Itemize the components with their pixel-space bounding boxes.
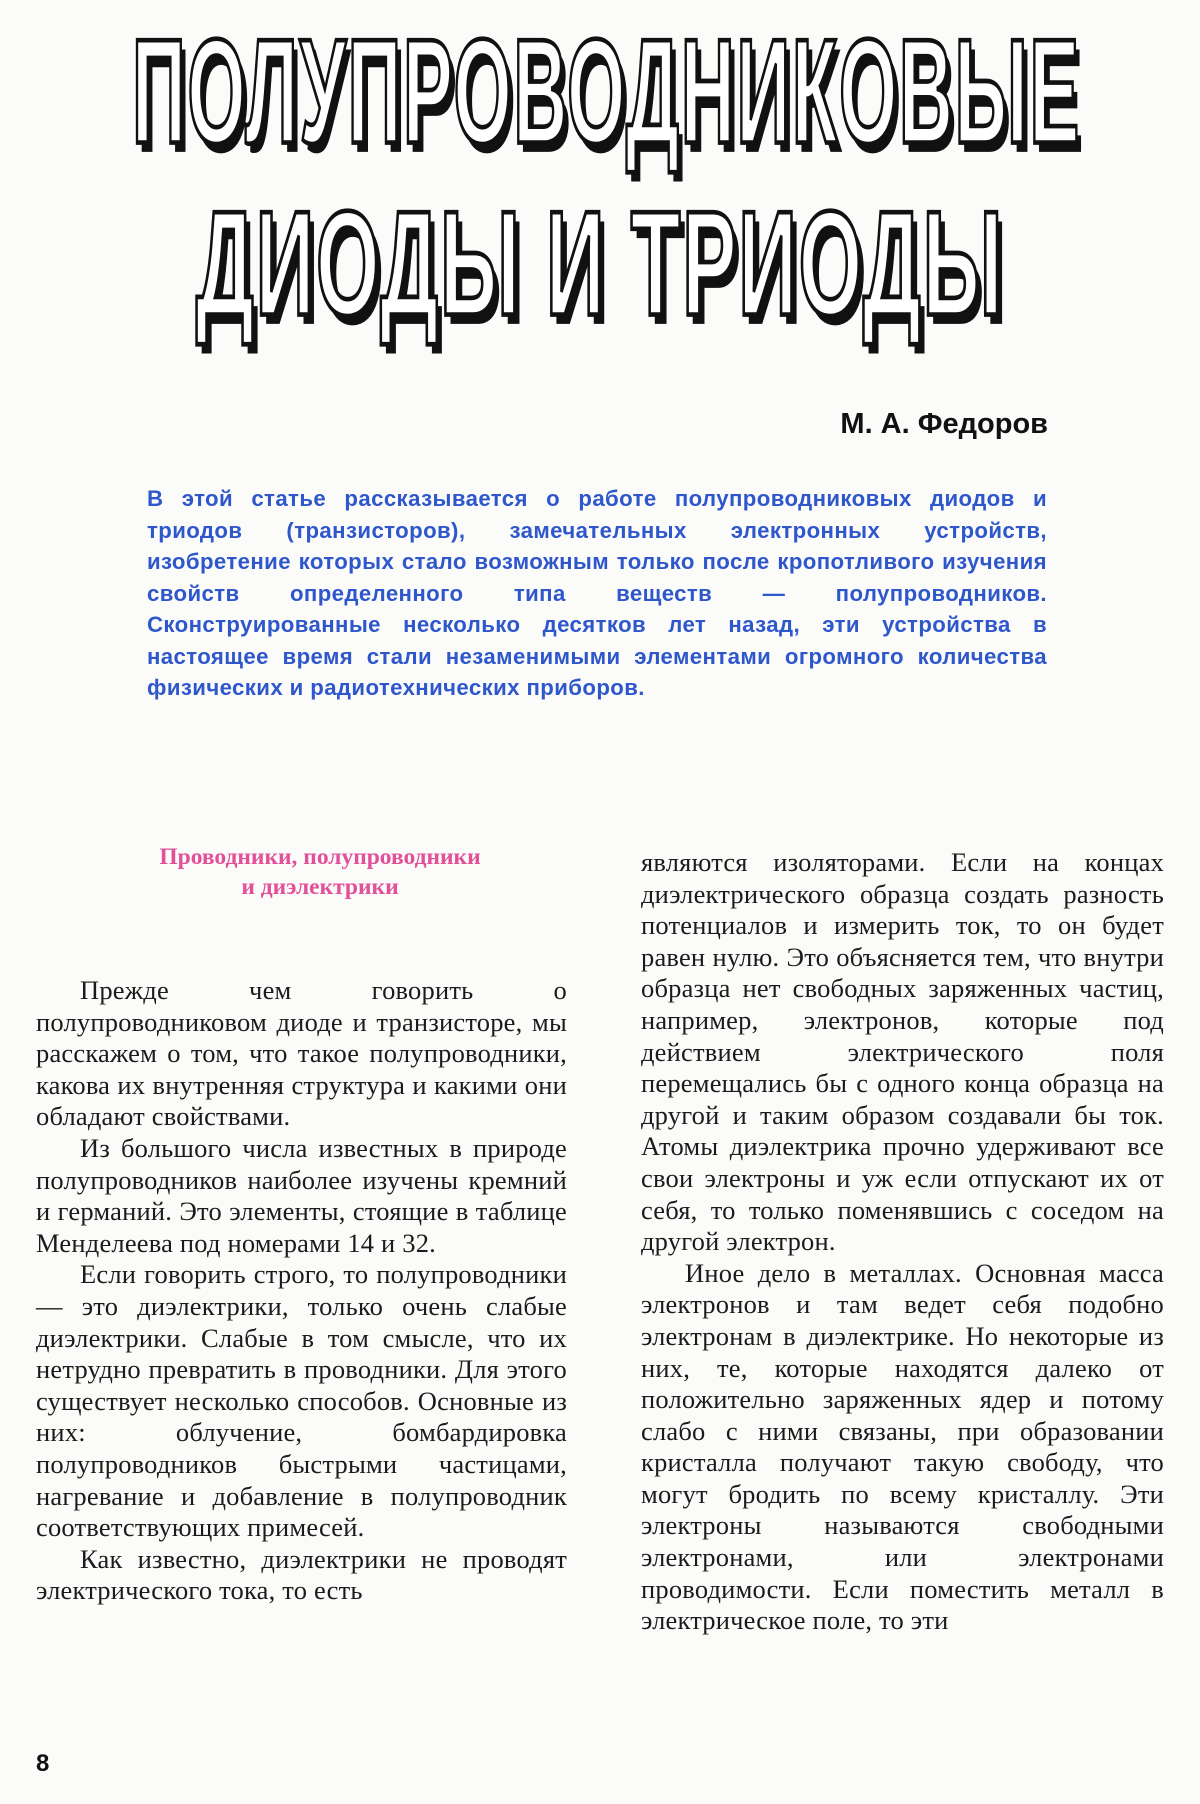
paragraph: Прежде чем говорить о полупроводниковом диоде и транзисторе, мы расскажем о том, что такое полупроводники, какова их внутренняя структура и какими они обладают свойствами. [36,975,567,1132]
paragraph: являются изоляторами. Если на концах диэлектрического образца создать разность потенциалов и измерить ток, то он будет равен нулю. Это объясняется тем, что внутри образца нет свободных заряженных частиц, например, электронов, которые под действием электрического поля перемещались бы с одного конца образца на другой и таким образом создавали бы ток. Атомы диэлектрика прочно удерживают все свои электроны и уж если отпускают их от себя, то только поменявшись с соседом на другой электрон. [641,847,1164,1257]
paragraph: Как известно, диэлектрики не проводят электрического тока, то есть [36,1543,567,1606]
paragraph: Иное дело в металлах. Основная масса электронов и там ведет себя подобно электронам в диэлектрике. Но некоторые из них, те, которые находятся далеко от положительно заряженных ядер и потому слабо с ними связаны, при образовании кристалла получают такую свободу, что могут бродить по всему кристаллу. Эти электроны называются свободными электронами, или электронами проводимости. Если поместить металл в электрическое поле, то эти [641,1257,1164,1636]
lead-paragraph: В этой статье рассказывается о работе полупроводниковых диодов и триодов (транзисторов), замечательных электронных устройств, изобретение которых стало возможным только после кропотливого изучения свойств определенного типа веществ — полупроводников. Сконструированные несколько десятков лет назад, эти устройства в настоящее время стали незаменимыми элементами огромного количества физических и радиотехнических приборов. [147,486,1047,700]
paragraph: Если говорить строго, то полупроводники — это диэлектрики, только очень слабые диэлектрики. Слабые в том смысле, что их нетрудно превратить в проводники. Для этого существует несколько способов. Основные из них: облучение, бомбардировка полупроводников быстрыми частицами, нагревание и добавление в полупроводник соответствующих примесей. [36,1259,567,1543]
author-name: М. А. Федоров [840,408,1048,440]
right-column [641,847,1164,1637]
article-title-line-2: ДИОДЫ И ТРИОДЫ [195,181,1005,348]
page-number: 8 [36,1750,50,1777]
section-heading-line-2: и диэлектрики [241,874,399,900]
section-heading-line-1: Проводники, полупроводники [159,844,481,870]
left-column [36,975,567,1607]
paragraph: Из большого числа известных в природе полупроводников наиболее изучены кремний и германий. Это элементы, стоящие в таблице Менделеева под номерами 14 и 32. [36,1132,567,1258]
section-heading [60,842,580,902]
article-title-line-1: ПОЛУПРОВОДНИКОВЫЕ [132,9,1081,176]
